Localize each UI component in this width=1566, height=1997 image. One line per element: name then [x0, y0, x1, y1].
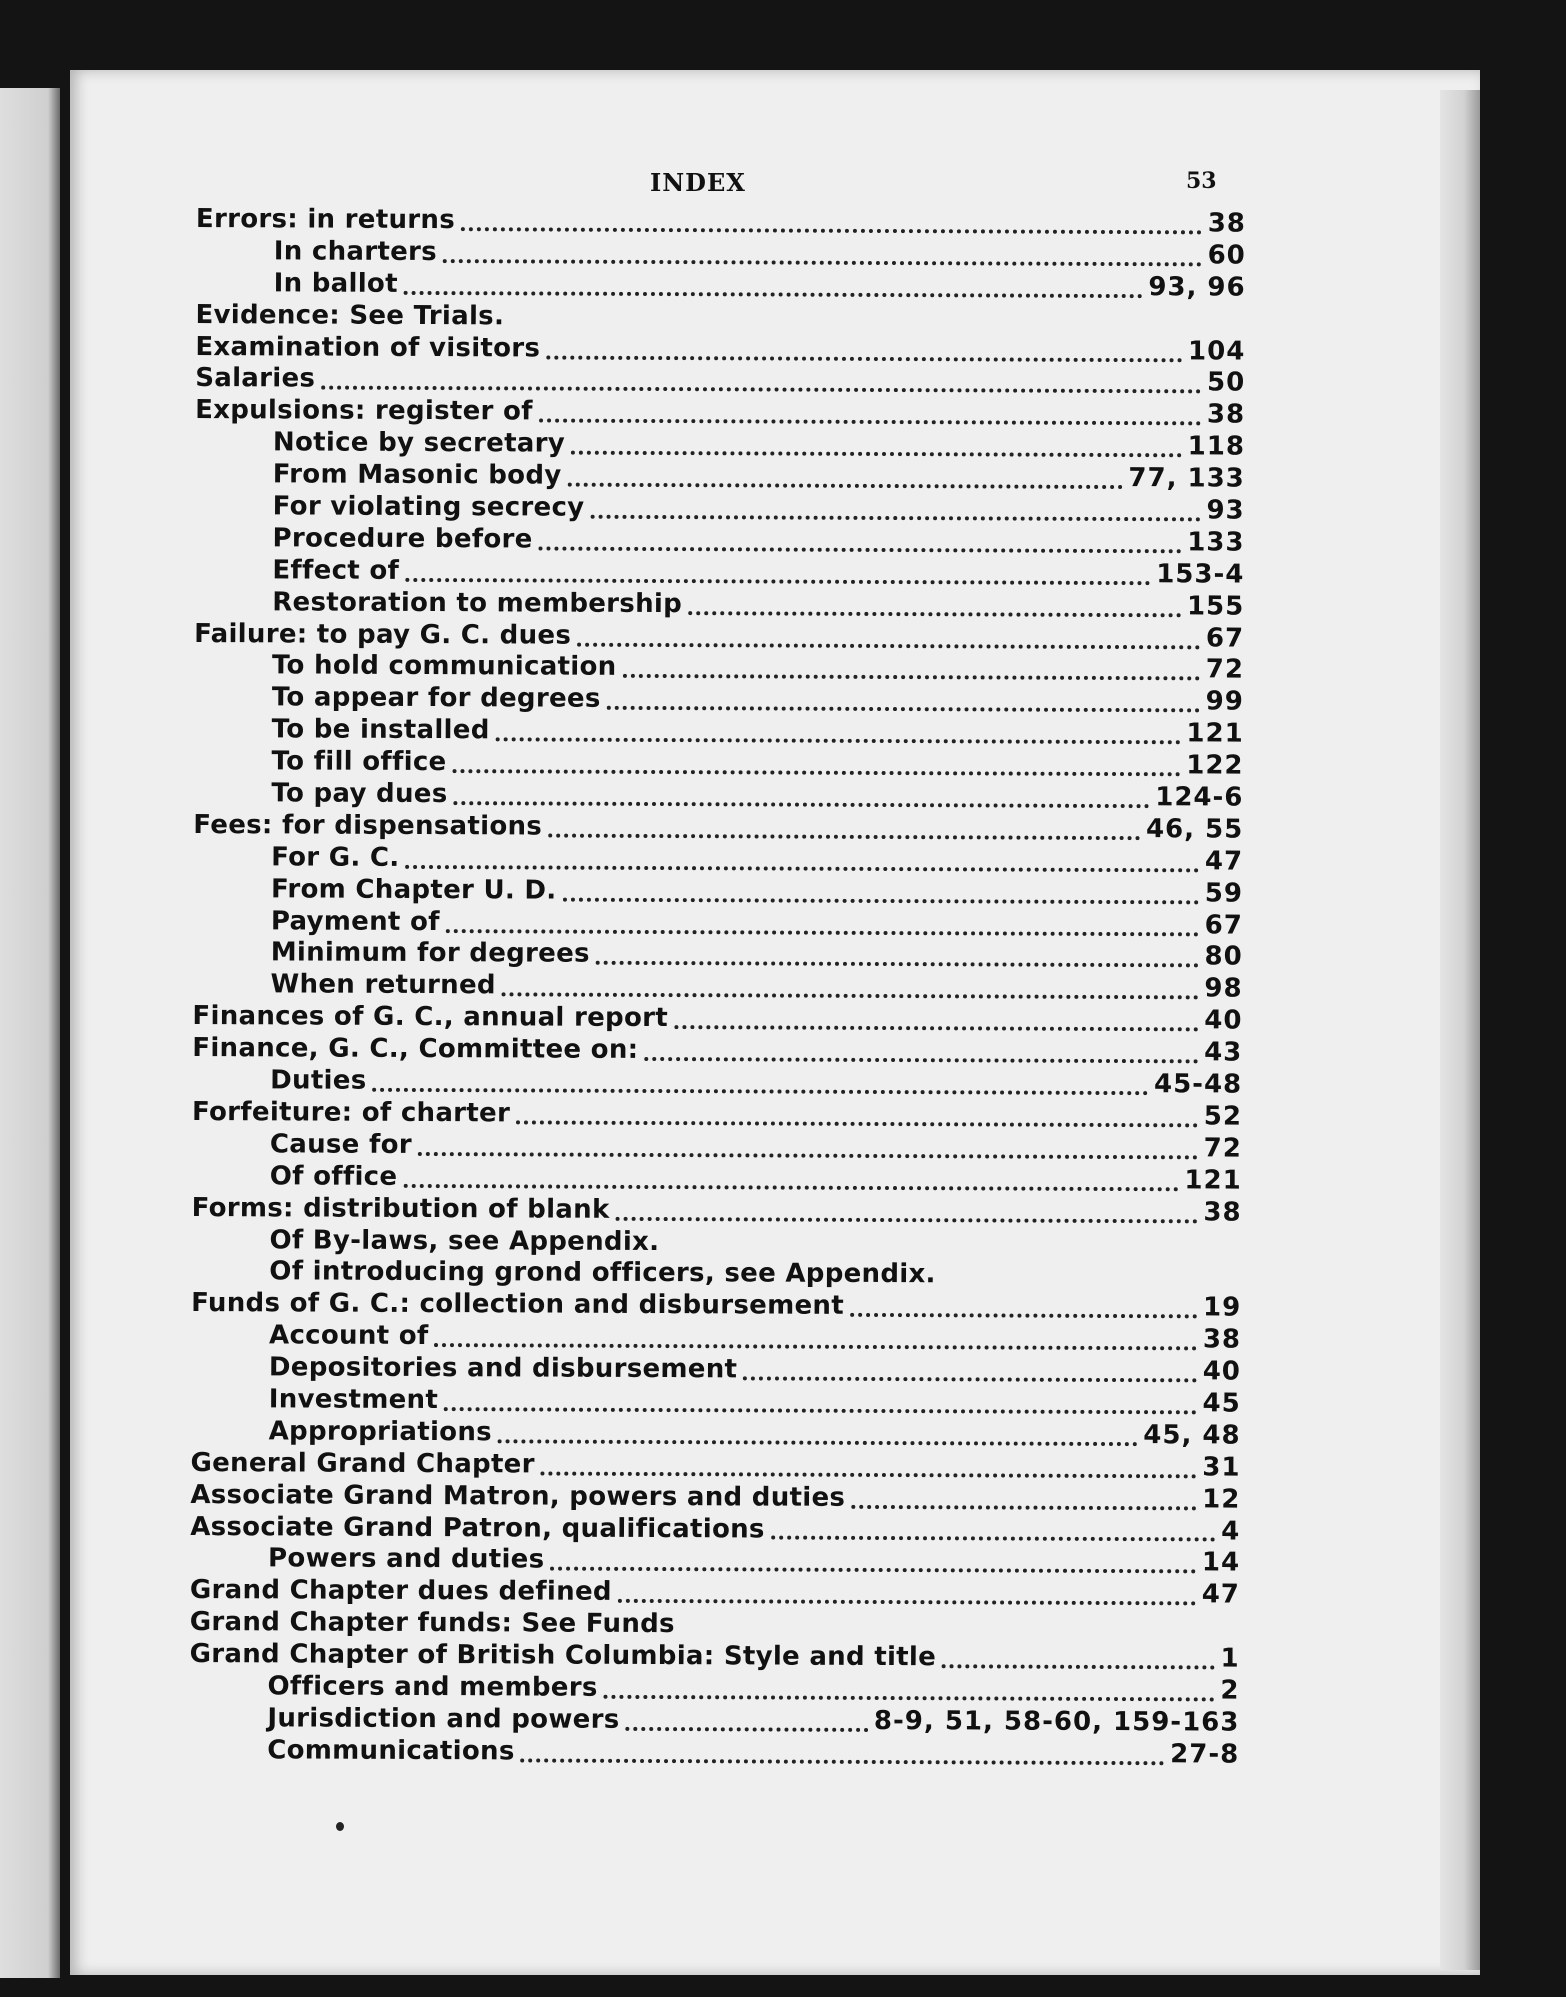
entry-pages: 52	[1203, 1101, 1243, 1132]
index-subentry	[194, 555, 1244, 591]
index-subentry	[191, 1384, 1241, 1420]
dot-leader	[562, 889, 1198, 904]
dot-leader	[443, 251, 1202, 266]
entry-pages: 60	[1207, 240, 1246, 271]
entry-label: Forfeiture: of charter	[191, 1096, 511, 1129]
entry-pages: 38	[1203, 1197, 1242, 1228]
dot-leader	[541, 1463, 1197, 1478]
entry-label: Effect of	[272, 555, 400, 586]
index-subentry	[189, 1671, 1239, 1707]
index-subentry	[193, 746, 1243, 782]
entry-pages: 50	[1206, 367, 1246, 399]
entry-pages: 133	[1187, 527, 1245, 558]
entry-label: Grand Chapter funds: See Funds	[189, 1607, 675, 1640]
dot-leader	[496, 729, 1181, 744]
dot-leader	[405, 857, 1198, 872]
entry-label: Account of	[268, 1320, 429, 1352]
index-subentry	[196, 236, 1246, 272]
index-entry	[195, 363, 1245, 399]
dot-leader	[404, 283, 1143, 298]
index-subentry	[192, 1065, 1242, 1101]
index-entry	[190, 1480, 1240, 1516]
index-subentry	[191, 1256, 1241, 1292]
page-header	[0, 168, 1566, 202]
index-subentry	[196, 268, 1246, 304]
entry-label: Of introducing grond officers, see Appendix.	[269, 1256, 936, 1290]
dot-leader	[851, 1496, 1196, 1510]
dot-leader	[321, 378, 1201, 394]
dot-leader	[618, 1591, 1196, 1606]
entry-label: Depositories and disbursement	[268, 1352, 738, 1385]
entry-pages: 77, 133	[1128, 463, 1245, 494]
entry-pages: 40	[1202, 1356, 1241, 1387]
entry-pages: 12	[1202, 1484, 1241, 1515]
dot-leader	[622, 666, 1199, 681]
entry-pages: 4	[1221, 1516, 1241, 1547]
entry-pages: 8-9, 51, 58-60, 159-163	[873, 1705, 1240, 1738]
entry-label: When returned	[270, 969, 496, 1001]
entry-label: To fill office	[271, 746, 447, 778]
dot-leader	[502, 985, 1199, 1000]
entry-pages: 40	[1204, 1005, 1243, 1036]
entry-label: To be installed	[271, 714, 490, 746]
index-entry	[191, 1288, 1241, 1324]
entry-label: Minimum for degrees	[270, 937, 590, 970]
index-entry	[192, 1193, 1242, 1229]
facing-page-edge	[0, 88, 60, 1978]
entry-label: From Masonic body	[272, 459, 562, 491]
entry-pages: 104	[1188, 335, 1246, 367]
index-subentry	[193, 969, 1243, 1005]
entry-pages: 155	[1186, 591, 1245, 622]
index-subentry	[189, 1735, 1239, 1771]
entry-label: To pay dues	[271, 778, 448, 810]
entry-label: Jurisdiction and powers	[267, 1703, 620, 1735]
entry-pages: 14	[1201, 1547, 1241, 1578]
index-subentry	[194, 714, 1244, 750]
index-subentry	[191, 1224, 1241, 1260]
entry-pages: 93, 96	[1148, 271, 1246, 303]
entry-label: Errors: in returns	[195, 204, 456, 236]
index-subentry	[189, 1703, 1239, 1739]
index-subentry	[193, 874, 1243, 910]
entry-pages: 45-48	[1153, 1069, 1243, 1100]
entry-pages: 59	[1204, 878, 1244, 909]
entry-pages: 124-6	[1155, 782, 1244, 813]
entry-pages: 38	[1202, 1324, 1242, 1355]
entry-pages: 47	[1204, 846, 1244, 877]
entry-pages: 38	[1206, 399, 1246, 430]
entry-pages: 122	[1186, 750, 1244, 781]
index-entry	[192, 1033, 1242, 1069]
dot-leader	[546, 347, 1182, 362]
index-entry	[195, 332, 1245, 368]
entry-pages: 45, 48	[1143, 1419, 1241, 1451]
entry-label: In charters	[273, 236, 438, 267]
dot-leader	[539, 538, 1182, 553]
dot-leader	[548, 825, 1140, 840]
dot-leader	[539, 411, 1201, 426]
entry-pages: 46, 55	[1145, 814, 1244, 845]
index-subentry	[195, 427, 1245, 463]
entry-pages: 72	[1205, 654, 1245, 686]
entry-label: Salaries	[195, 363, 316, 394]
index-subentry	[193, 906, 1243, 942]
entry-label: Notice by secretary	[272, 427, 566, 459]
entry-pages: 67	[1205, 622, 1245, 654]
index-subentry	[194, 650, 1244, 686]
dot-leader	[607, 698, 1200, 713]
entry-label: Evidence: See Trials.	[195, 299, 505, 332]
entry-label: Expulsions: register of	[195, 395, 533, 427]
index-entry	[195, 300, 1245, 336]
entry-label: Grand Chapter of British Columbia: Style and title	[189, 1639, 937, 1673]
index-entry	[192, 1001, 1242, 1037]
entry-pages: 118	[1187, 431, 1246, 462]
dot-leader	[403, 1176, 1178, 1191]
index-entry	[193, 810, 1243, 846]
dot-leader	[674, 1017, 1198, 1031]
entry-label: Procedure before	[272, 523, 533, 555]
entry-label: Fees: for dispensations	[193, 809, 543, 842]
dot-leader	[550, 1559, 1196, 1574]
index-subentry	[191, 1320, 1241, 1356]
dot-leader	[625, 1719, 867, 1732]
entry-pages: 43	[1204, 1037, 1243, 1068]
index-subentry	[191, 1352, 1241, 1388]
entry-pages: 93	[1206, 495, 1245, 526]
entry-label: Communications	[267, 1735, 515, 1767]
index-subentry	[194, 587, 1244, 623]
dot-leader	[942, 1656, 1215, 1669]
dot-leader	[596, 953, 1199, 968]
dot-leader	[616, 1208, 1198, 1223]
dot-leader	[418, 1144, 1198, 1159]
entry-label: Of By-laws, see Appendix.	[269, 1224, 660, 1257]
ink-spot	[336, 1822, 344, 1831]
entry-label: In ballot	[273, 268, 398, 299]
dot-leader	[516, 1112, 1198, 1127]
entry-label: Failure: to pay G. C. dues	[194, 618, 572, 651]
dot-leader	[453, 793, 1149, 808]
dot-leader	[405, 570, 1150, 585]
entry-label: Grand Chapter dues defined	[189, 1575, 612, 1608]
index-entry	[190, 1575, 1240, 1611]
dot-leader	[521, 1750, 1165, 1765]
entry-pages: 19	[1202, 1292, 1242, 1323]
entry-label: Of office	[269, 1161, 398, 1192]
index-entries	[189, 204, 1246, 1771]
entry-label: To appear for degrees	[271, 682, 601, 715]
index-subentry	[193, 937, 1243, 973]
entry-pages: 153-4	[1156, 558, 1245, 590]
entry-label: Finance, G. C., Committee on:	[192, 1033, 639, 1066]
index-entry	[195, 395, 1245, 431]
entry-label: Forms: distribution of blank	[191, 1192, 610, 1225]
entry-pages: 67	[1204, 910, 1243, 941]
entry-pages: 99	[1205, 686, 1244, 717]
index-entry	[190, 1448, 1240, 1484]
entry-label: Powers and duties	[268, 1543, 545, 1575]
page-number: 53	[1186, 168, 1217, 194]
entry-pages: 27-8	[1170, 1739, 1240, 1770]
dot-leader	[461, 219, 1202, 234]
entry-pages: 47	[1201, 1579, 1241, 1610]
index-entry	[194, 619, 1244, 655]
entry-label: Duties	[270, 1065, 367, 1096]
dot-leader	[446, 921, 1199, 936]
dot-leader	[688, 603, 1181, 617]
dot-leader	[444, 1399, 1197, 1414]
dot-leader	[372, 1080, 1148, 1095]
entry-pages: 31	[1202, 1452, 1241, 1483]
dot-leader	[590, 507, 1200, 522]
entry-pages: 1	[1220, 1643, 1240, 1674]
entry-label: Cause for	[269, 1129, 412, 1160]
entry-label: Funds of G. C.: collection and disbursement	[191, 1288, 845, 1322]
entry-label: Examination of visitors	[195, 331, 541, 364]
index-subentry	[191, 1416, 1241, 1452]
entry-label: Associate Grand Patron, qualifications	[190, 1511, 765, 1545]
dot-leader	[577, 634, 1200, 649]
index-subentry	[190, 1543, 1240, 1579]
entry-pages: 121	[1184, 1165, 1242, 1196]
dot-leader	[571, 443, 1182, 458]
dot-leader	[850, 1305, 1197, 1319]
entry-pages: 80	[1204, 941, 1243, 973]
dot-leader	[604, 1687, 1215, 1702]
index-subentry	[192, 1129, 1242, 1165]
index-subentry	[193, 842, 1243, 878]
entry-label: Investment	[268, 1384, 439, 1416]
entry-pages: 38	[1207, 208, 1246, 239]
index-entry	[190, 1512, 1240, 1548]
dot-leader	[644, 1049, 1198, 1063]
index-entry	[192, 1097, 1242, 1133]
entry-label: Payment of	[270, 905, 440, 937]
entry-label: For violating secrecy	[272, 491, 585, 523]
index-subentry	[195, 491, 1245, 527]
index-subentry	[194, 682, 1244, 718]
entry-label: General Grand Chapter	[190, 1447, 535, 1480]
index-subentry	[192, 1161, 1242, 1197]
index-entry	[190, 1607, 1240, 1643]
entry-label: Officers and members	[267, 1671, 598, 1703]
entry-label: Appropriations	[268, 1416, 493, 1448]
index-subentry	[194, 523, 1244, 559]
entry-label: For G. C.	[271, 842, 400, 873]
entry-pages: 45	[1202, 1388, 1241, 1419]
entry-pages: 72	[1203, 1133, 1242, 1164]
entry-label: Restoration to membership	[272, 587, 683, 619]
entry-label: From Chapter U. D.	[270, 874, 557, 906]
entry-label: Associate Grand Matron, powers and duties	[190, 1479, 846, 1513]
index-entry	[196, 204, 1246, 240]
dot-leader	[452, 761, 1180, 776]
dot-leader	[434, 1335, 1196, 1350]
index-subentry	[195, 459, 1245, 495]
entry-label: Finances of G. C., annual report	[192, 1001, 669, 1034]
dot-leader	[771, 1528, 1215, 1542]
dot-leader	[567, 475, 1122, 489]
entry-pages: 98	[1204, 973, 1243, 1004]
dot-leader	[743, 1368, 1196, 1382]
index-subentry	[193, 778, 1243, 814]
entry-pages: 2	[1220, 1675, 1240, 1706]
entry-pages: 121	[1186, 718, 1244, 749]
entry-label: To hold communication	[271, 650, 617, 683]
page-title: INDEX	[650, 168, 746, 197]
index-entry	[190, 1639, 1240, 1675]
page-right-edge	[1440, 90, 1480, 1970]
dot-leader	[498, 1431, 1137, 1446]
